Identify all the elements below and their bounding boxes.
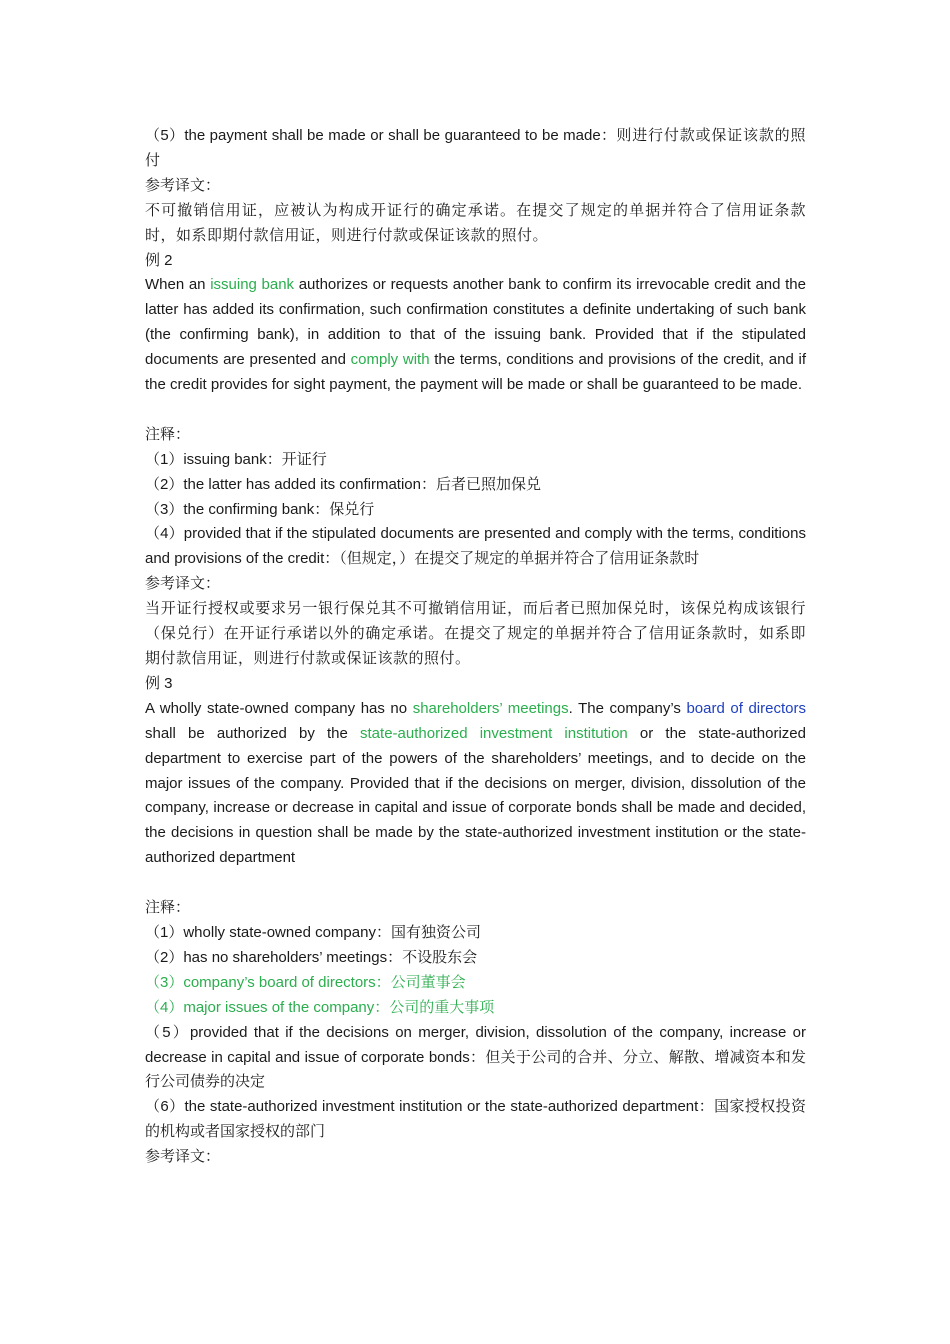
text-run: . The company’s bbox=[568, 699, 687, 717]
text-run: When an bbox=[145, 276, 211, 294]
example-2-label: 例 2 bbox=[145, 251, 173, 269]
note-text: major issues of the company：公司的重大事项 bbox=[183, 998, 495, 1016]
note-text: the confirming bank：保兑行 bbox=[183, 500, 375, 518]
note-item bbox=[145, 522, 806, 572]
note-text: company’s board of directors：公司董事会 bbox=[183, 973, 466, 991]
note-item bbox=[145, 448, 806, 473]
note-item bbox=[145, 1021, 806, 1096]
text-run: shall be authorized by the bbox=[145, 724, 361, 742]
note-number: （5） bbox=[145, 1023, 190, 1041]
text-run: A wholly state-owned company has no bbox=[145, 699, 413, 717]
text-run: the terms, conditions and provisions of the credit, and if the credit provides for sight payment, the payment will be made or shall be guaranteed to be made. bbox=[145, 351, 807, 394]
note-item bbox=[145, 921, 806, 946]
note-number: （1） bbox=[145, 450, 184, 468]
note-text: the latter has added its confirmation：后者已照加保兑 bbox=[183, 475, 541, 493]
note-item bbox=[145, 1095, 806, 1145]
highlight-issuing-bank: issuing bank bbox=[210, 276, 295, 294]
note-text: wholly state-owned company：国有独资公司 bbox=[183, 923, 481, 941]
note-text: provided that if the decisions on merger, division, dissolution of the company, increase or decrease in capital and issue of corporate bonds：但关于公司的合并、分立、解散、增减资本和发行公司债券的决定 bbox=[145, 1023, 807, 1091]
text-run: or the state-authorized department to exercise part of the powers of the shareholders’ meetings, and to decide on the major issues of the company. Provided that if the decisions on merger, division, dissolution of the company, increase or decrease in capital and issue of corporate bonds shall be made and decided, the decisions in question shall be made by the state-authorized investment institution or the state-authorized department bbox=[145, 724, 806, 867]
note-number: （6） bbox=[145, 1098, 185, 1116]
blank-line bbox=[145, 871, 806, 896]
example-3-text bbox=[145, 697, 806, 871]
highlight-state-authorized-institution: state-authorized investment institution bbox=[360, 724, 628, 742]
note-number: （1） bbox=[145, 923, 184, 941]
example-3-label: 例 3 bbox=[145, 674, 173, 692]
example-2-text bbox=[145, 273, 806, 398]
note-number: （2） bbox=[145, 948, 184, 966]
note-number: （3） bbox=[145, 973, 184, 991]
blank-line bbox=[145, 398, 806, 423]
reference-translation-2: 当开证行授权或要求另一银行保兑其不可撤销信用证，而后者已照加保兑时，该保兑构成该银行（保兑行）在开证行承诺以外的确定承诺。在提交了规定的单据并符合了信用证条款时，如系即期付款信用证，则进行付款或保证该款的照付。 bbox=[145, 600, 806, 668]
document-page bbox=[145, 124, 806, 1170]
note-item-highlighted bbox=[145, 971, 806, 996]
highlight-comply-with: comply with bbox=[350, 351, 430, 369]
note-number: （4） bbox=[145, 998, 184, 1016]
note-item-highlighted bbox=[145, 996, 806, 1021]
note-text: provided that if the stipulated documents are presented and comply with the terms, conditions and provisions of the credit：（但规定，）在提交了规定的单据并符合了信用证条款时 bbox=[145, 525, 806, 568]
note-item bbox=[145, 498, 806, 523]
text-run: authorizes or requests another bank to confirm its irrevocable credit and the latter has added its confirmation, such confirmation constitutes a definite undertaking of such bank (the confirming bank), in addition to that of the issuing bank. Provided that if the stipulated documents are presented and bbox=[145, 276, 806, 369]
note-chinese: 则进行付款或保证该款的照付 bbox=[145, 127, 806, 169]
note-number: （2） bbox=[145, 475, 184, 493]
note-number: （5） bbox=[145, 127, 185, 144]
reference-translation-label-3: 参考译文： bbox=[145, 1148, 221, 1166]
reference-translation-label-1: 参考译文： bbox=[145, 176, 221, 194]
reference-translation-1: 不可撤销信用证，应被认为构成开证行的确定承诺。在提交了规定的单据并符合了信用证条款时，如系即期付款信用证，则进行付款或保证该款的照付。 bbox=[145, 201, 806, 244]
note-item bbox=[145, 473, 806, 498]
note-english: the payment shall be made or shall be guaranteed to be made： bbox=[184, 127, 617, 144]
note-text: issuing bank：开证行 bbox=[183, 450, 327, 468]
reference-translation-label-2: 参考译文： bbox=[145, 575, 221, 593]
highlight-board-of-directors: board of directors bbox=[686, 699, 806, 717]
note-number: （4） bbox=[145, 525, 184, 543]
highlight-shareholders-meetings: shareholders’ meetings bbox=[412, 699, 569, 717]
note-item bbox=[145, 946, 806, 971]
note-number: （3） bbox=[145, 500, 184, 518]
notes-label-2: 注释： bbox=[145, 425, 191, 443]
note-text: the state-authorized investment institution or the state-authorized department：国家授权投资的机构或者国家授权的部门 bbox=[145, 1098, 807, 1141]
note-5-continued bbox=[145, 124, 806, 174]
notes-label-3: 注释： bbox=[145, 899, 191, 917]
note-text: has no shareholders’ meetings：不设股东会 bbox=[183, 948, 478, 966]
